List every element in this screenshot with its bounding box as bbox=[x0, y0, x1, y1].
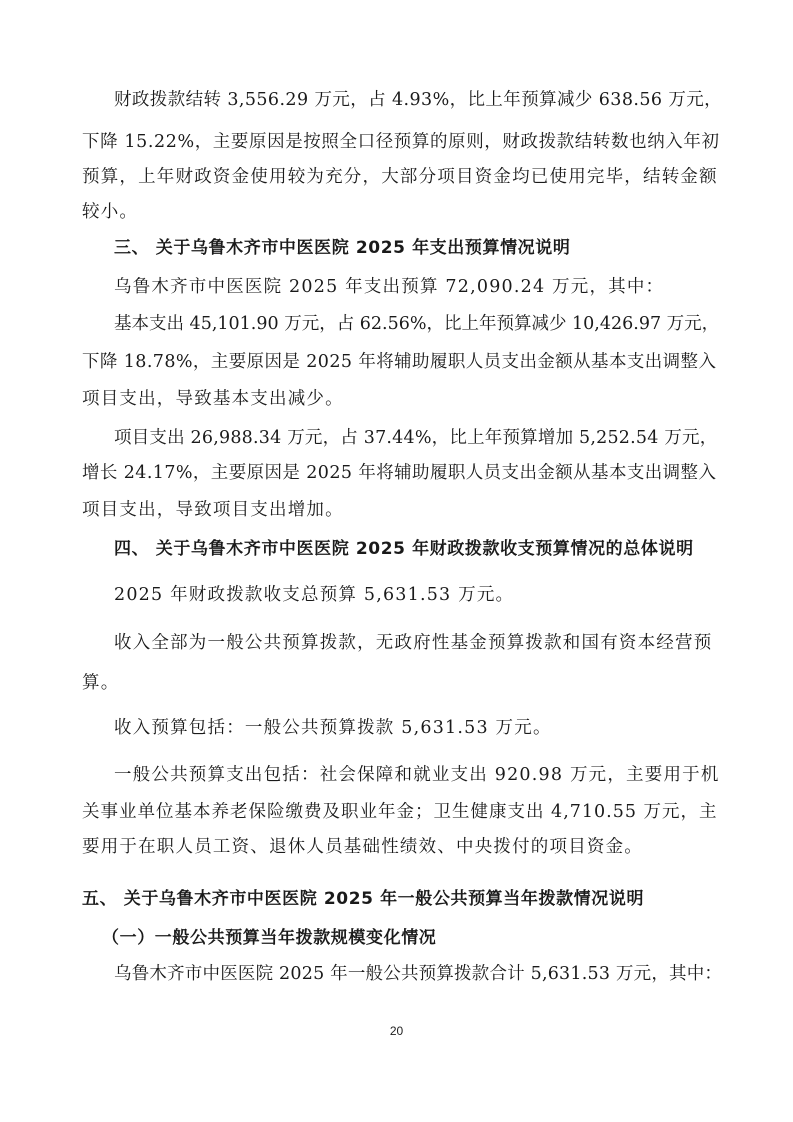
paragraph-line: 增长 24.17%，主要原因是 2025 年将辅助履职人员支出金额从基本支出调整入 bbox=[82, 463, 717, 483]
paragraph-line: 较小。 bbox=[82, 202, 139, 222]
subsection-heading: （一）一般公共预算当年拨款规模变化情况 bbox=[102, 928, 437, 948]
paragraph-line: 一般公共预算支出包括：社会保障和就业支出 920.98 万元，主要用于机 bbox=[114, 765, 720, 785]
paragraph-line: 关事业单位基本养老保险缴费及职业年金；卫生健康支出 4,710.55 万元，主 bbox=[82, 802, 718, 822]
paragraph-line: 2025 年财政拨款收支总预算 5,631.53 万元。 bbox=[114, 585, 515, 605]
paragraph-line: 基本支出 45,101.90 万元，占 62.56%，比上年预算减少 10,426.97 万元， bbox=[114, 314, 720, 334]
page-number: 20 bbox=[389, 1024, 404, 1038]
paragraph-line: 下降 15.22%，主要原因是按照全口径预算的原则，财政拨款结转数也纳入年初 bbox=[82, 132, 720, 152]
paragraph-line: 项目支出 26,988.34 万元，占 37.44%，比上年预算增加 5,252.54 万元， bbox=[114, 428, 718, 448]
paragraph-line: 预算，上年财政资金使用较为充分，大部分项目资金均已使用完毕，结转金额 bbox=[82, 167, 718, 187]
paragraph-line: 收入全部为一般公共预算拨款，无政府性基金预算拨款和国有资本经营预 bbox=[114, 633, 713, 653]
paragraph-line: 项目支出，导致项目支出增加。 bbox=[82, 500, 344, 520]
paragraph-line: 乌鲁木齐市中医医院 2025 年支出预算 72,090.24 万元，其中： bbox=[114, 277, 665, 297]
section-heading-4: 四、 关于乌鲁木齐市中医医院 2025 年财政拨款收支预算情况的总体说明 bbox=[114, 539, 694, 559]
section-heading-3: 三、 关于乌鲁木齐市中医医院 2025 年支出预算情况说明 bbox=[114, 238, 571, 258]
paragraph-line: 算。 bbox=[82, 673, 120, 693]
paragraph-line: 乌鲁木齐市中医医院 2025 年一般公共预算拨款合计 5,631.53 万元，其中： bbox=[114, 964, 723, 984]
paragraph-line: 项目支出，导致基本支出减少。 bbox=[82, 389, 344, 409]
paragraph-line: 要用于在职人员工资、退休人员基础性绩效、中央拨付的项目资金。 bbox=[82, 837, 643, 857]
paragraph-line: 下降 18.78%，主要原因是 2025 年将辅助履职人员支出金额从基本支出调整入 bbox=[82, 352, 717, 372]
section-heading-5: 五、 关于乌鲁木齐市中医医院 2025 年一般公共预算当年拨款情况说明 bbox=[82, 889, 645, 909]
paragraph-line: 财政拨款结转 3,556.29 万元，占 4.93%，比上年预算减少 638.56 万元， bbox=[114, 90, 723, 110]
paragraph-line: 收入预算包括：一般公共预算拨款 5,631.53 万元。 bbox=[114, 718, 552, 738]
